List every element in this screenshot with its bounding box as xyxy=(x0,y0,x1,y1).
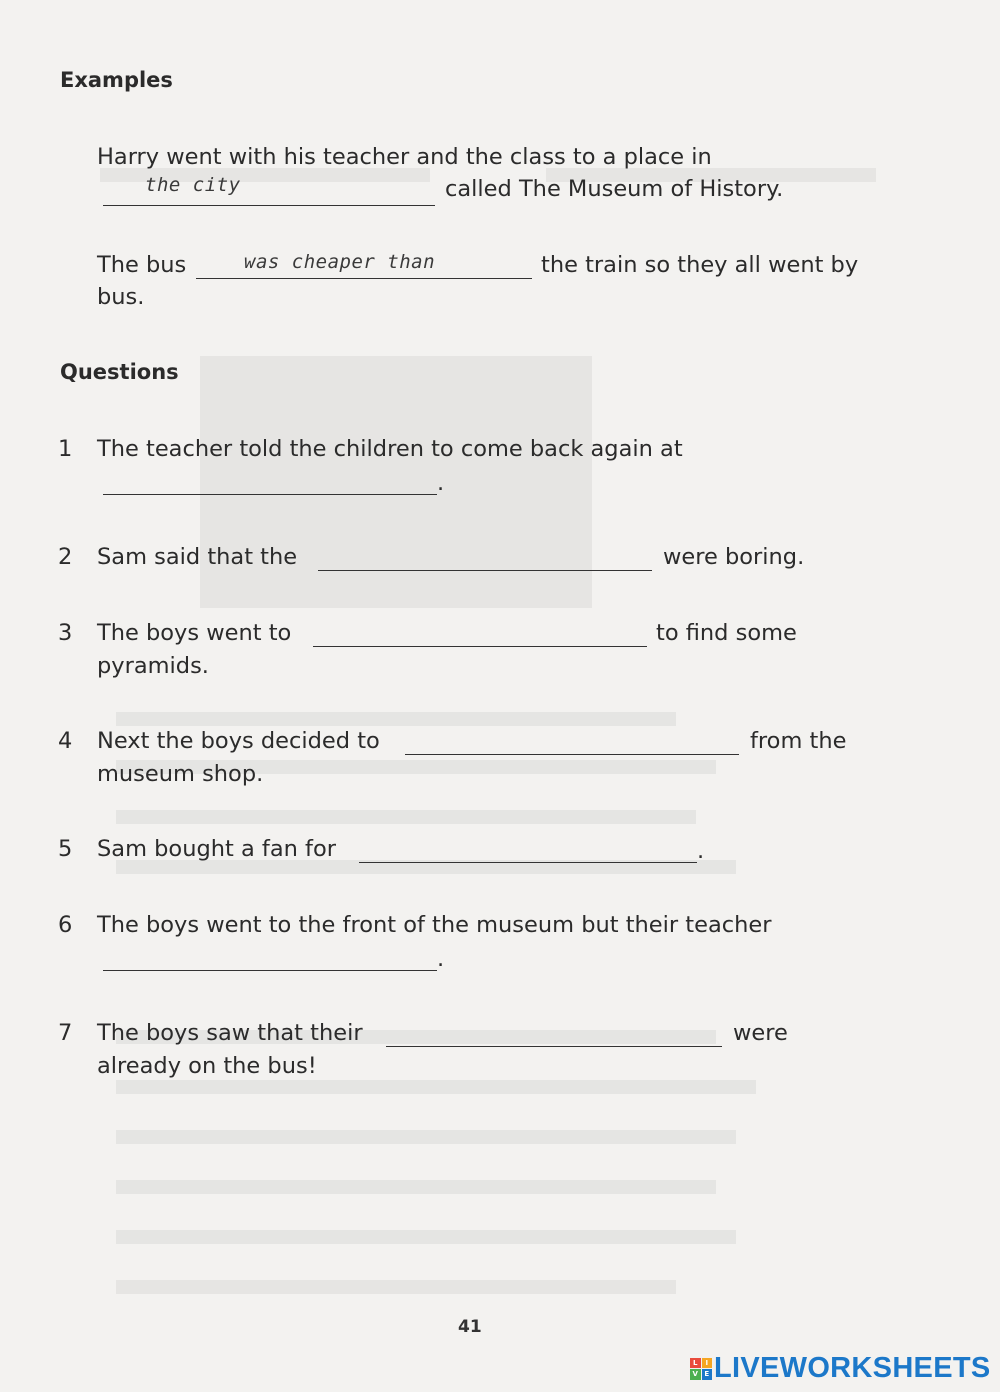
question-3-before: The boys went to xyxy=(97,620,292,646)
questions-heading: Questions xyxy=(60,360,179,384)
question-4-answer-blank[interactable] xyxy=(405,754,739,755)
example2-answer: was cheaper than xyxy=(244,251,436,273)
question-number: 6 xyxy=(58,912,73,938)
liveworksheets-logo xyxy=(690,1352,991,1385)
logo-letter: E xyxy=(702,1369,713,1380)
question-number: 1 xyxy=(58,436,73,462)
liveworksheets-icon xyxy=(690,1358,712,1380)
example1-line1: Harry went with his teacher and the class to a place in xyxy=(97,144,712,170)
question-4-after: from the xyxy=(750,728,847,754)
liveworksheets-wordmark: LIVEWORKSHEETS xyxy=(714,1352,991,1384)
logo-letter: V xyxy=(690,1369,701,1380)
question-6-period: . xyxy=(437,946,445,972)
question-3-line2: pyramids. xyxy=(97,653,209,679)
question-7-after: were xyxy=(733,1020,788,1046)
question-2-answer-blank[interactable] xyxy=(318,570,652,571)
bleed-through-shadow xyxy=(96,60,896,1310)
question-4-before: Next the boys decided to xyxy=(97,728,380,754)
question-6-text: The boys went to the front of the museum but their teacher xyxy=(97,912,772,938)
question-5-before: Sam bought a fan for xyxy=(97,836,336,862)
question-number: 5 xyxy=(58,836,73,862)
logo-letter: I xyxy=(702,1358,713,1369)
example2-after: the train so they all went by xyxy=(541,252,859,278)
question-5-answer-blank[interactable] xyxy=(359,862,697,863)
example1-after: called The Museum of History. xyxy=(445,176,784,202)
question-2-after: were boring. xyxy=(663,544,805,570)
example1-answer: the city xyxy=(145,174,241,196)
question-7-line2: already on the bus! xyxy=(97,1053,317,1079)
question-2-before: Sam said that the xyxy=(97,544,298,570)
question-number: 4 xyxy=(58,728,73,754)
question-3-answer-blank[interactable] xyxy=(313,646,647,647)
example2-blank xyxy=(196,278,532,279)
question-1-period: . xyxy=(437,470,445,496)
question-7-answer-blank[interactable] xyxy=(386,1046,722,1047)
example1-blank xyxy=(103,205,435,206)
logo-letter: L xyxy=(690,1358,701,1369)
question-number: 2 xyxy=(58,544,73,570)
question-5-period: . xyxy=(697,838,705,864)
question-number: 3 xyxy=(58,620,73,646)
question-1-answer-blank[interactable] xyxy=(103,494,437,495)
question-7-before: The boys saw that their xyxy=(97,1020,363,1046)
page-number: 41 xyxy=(458,1317,482,1337)
question-1-text: The teacher told the children to come back again at xyxy=(97,436,683,462)
example2-line2: bus. xyxy=(97,284,145,310)
question-6-answer-blank[interactable] xyxy=(103,970,437,971)
example2-before: The bus xyxy=(97,252,187,278)
question-3-after: to find some xyxy=(656,620,797,646)
question-4-line2: museum shop. xyxy=(97,761,264,787)
examples-heading: Examples xyxy=(60,68,173,92)
question-number: 7 xyxy=(58,1020,73,1046)
